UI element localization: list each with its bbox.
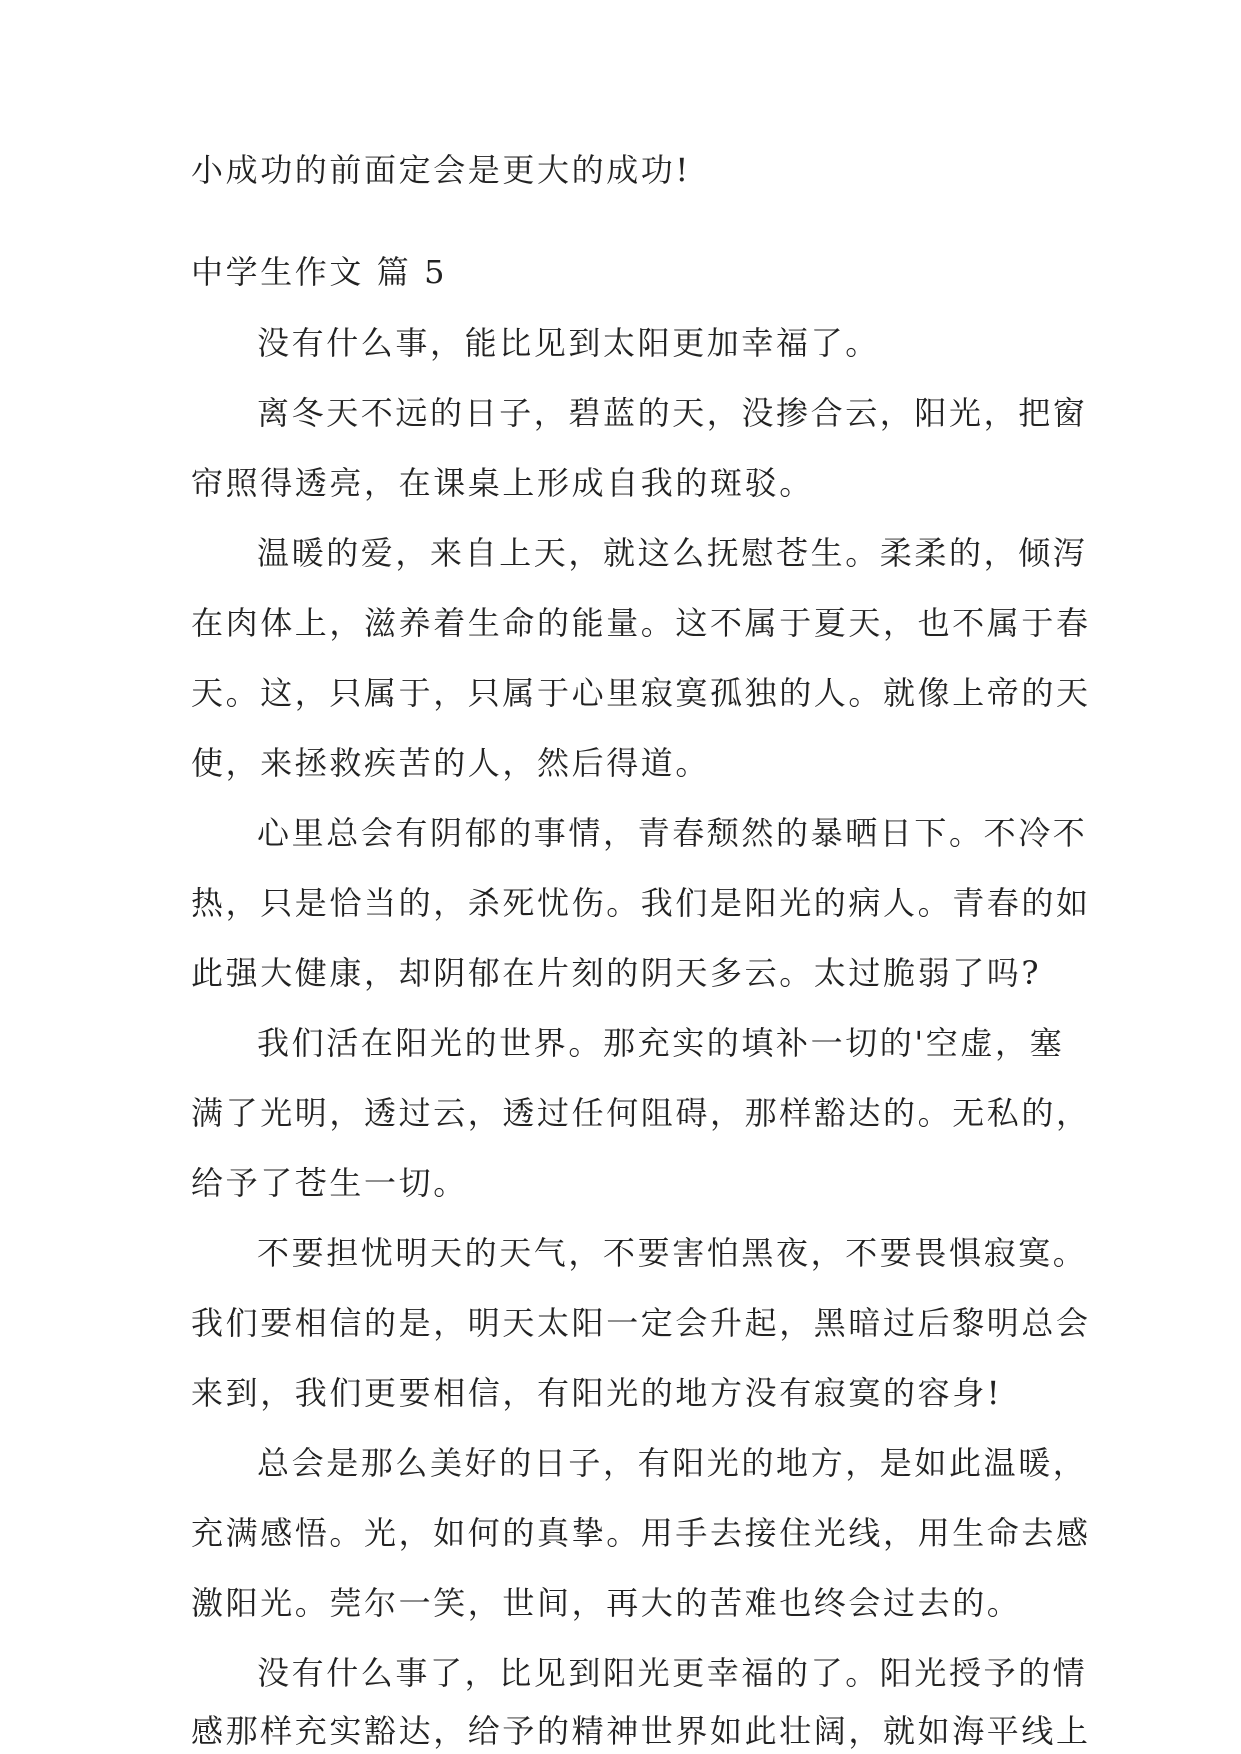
carryover-line: 小成功的前面定会是更大的成功! [191, 151, 691, 189]
paragraph-line: 此强大健康，却阴郁在片刻的阴天多云。太过脆弱了吗? [191, 954, 1042, 992]
paragraph-line: 激阳光。莞尔一笑，世间，再大的苦难也终会过去的。 [191, 1584, 1022, 1622]
paragraph-line: 充满感悟。光，如何的真挚。用手去接住光线，用生命去感 [191, 1514, 1091, 1552]
paragraph-line: 给予了苍生一切。 [191, 1164, 468, 1202]
paragraph-line: 在肉体上，滋养着生命的能量。这不属于夏天，也不属于春 [191, 604, 1091, 642]
section-heading: 中学生作文 篇 5 [191, 253, 448, 291]
paragraph-line: 离冬天不远的日子，碧蓝的天，没掺合云，阳光，把窗 [257, 394, 1088, 432]
paragraph-line: 温暖的爱，来自上天，就这么抚慰苍生。柔柔的，倾泻 [257, 534, 1088, 572]
paragraph-line: 感那样充实豁达，给予的精神世界如此壮阔，就如海平线上 [191, 1712, 1091, 1750]
paragraph-line: 使，来拯救疾苦的人，然后得道。 [191, 744, 711, 782]
paragraph-line: 来到，我们更要相信，有阳光的地方没有寂寞的容身! [191, 1374, 1003, 1412]
paragraph-line: 不要担忧明天的天气，不要害怕黑夜，不要畏惧寂寞。 [257, 1234, 1088, 1272]
paragraph-line: 没有什么事了，比见到阳光更幸福的了。阳光授予的情 [257, 1654, 1088, 1692]
paragraph-line: 总会是那么美好的日子，有阳光的地方，是如此温暖， [257, 1444, 1088, 1482]
paragraph-line: 满了光明，透过云，透过任何阻碍，那样豁达的。无私的， [191, 1094, 1091, 1132]
paragraph-line: 天。这，只属于，只属于心里寂寞孤独的人。就像上帝的天 [191, 674, 1091, 712]
paragraph-line: 没有什么事，能比见到太阳更加幸福了。 [257, 324, 880, 362]
paragraph-line: 心里总会有阴郁的事情，青春颓然的暴晒日下。不冷不 [257, 814, 1088, 852]
paragraph-line: 热，只是恰当的，杀死忧伤。我们是阳光的病人。青春的如 [191, 884, 1091, 922]
paragraph-line: 我们活在阳光的世界。那充实的填补一切的'空虚，塞 [257, 1024, 1065, 1062]
paragraph-line: 我们要相信的是，明天太阳一定会升起，黑暗过后黎明总会 [191, 1304, 1091, 1342]
paragraph-line: 帘照得透亮，在课桌上形成自我的斑驳。 [191, 464, 814, 502]
